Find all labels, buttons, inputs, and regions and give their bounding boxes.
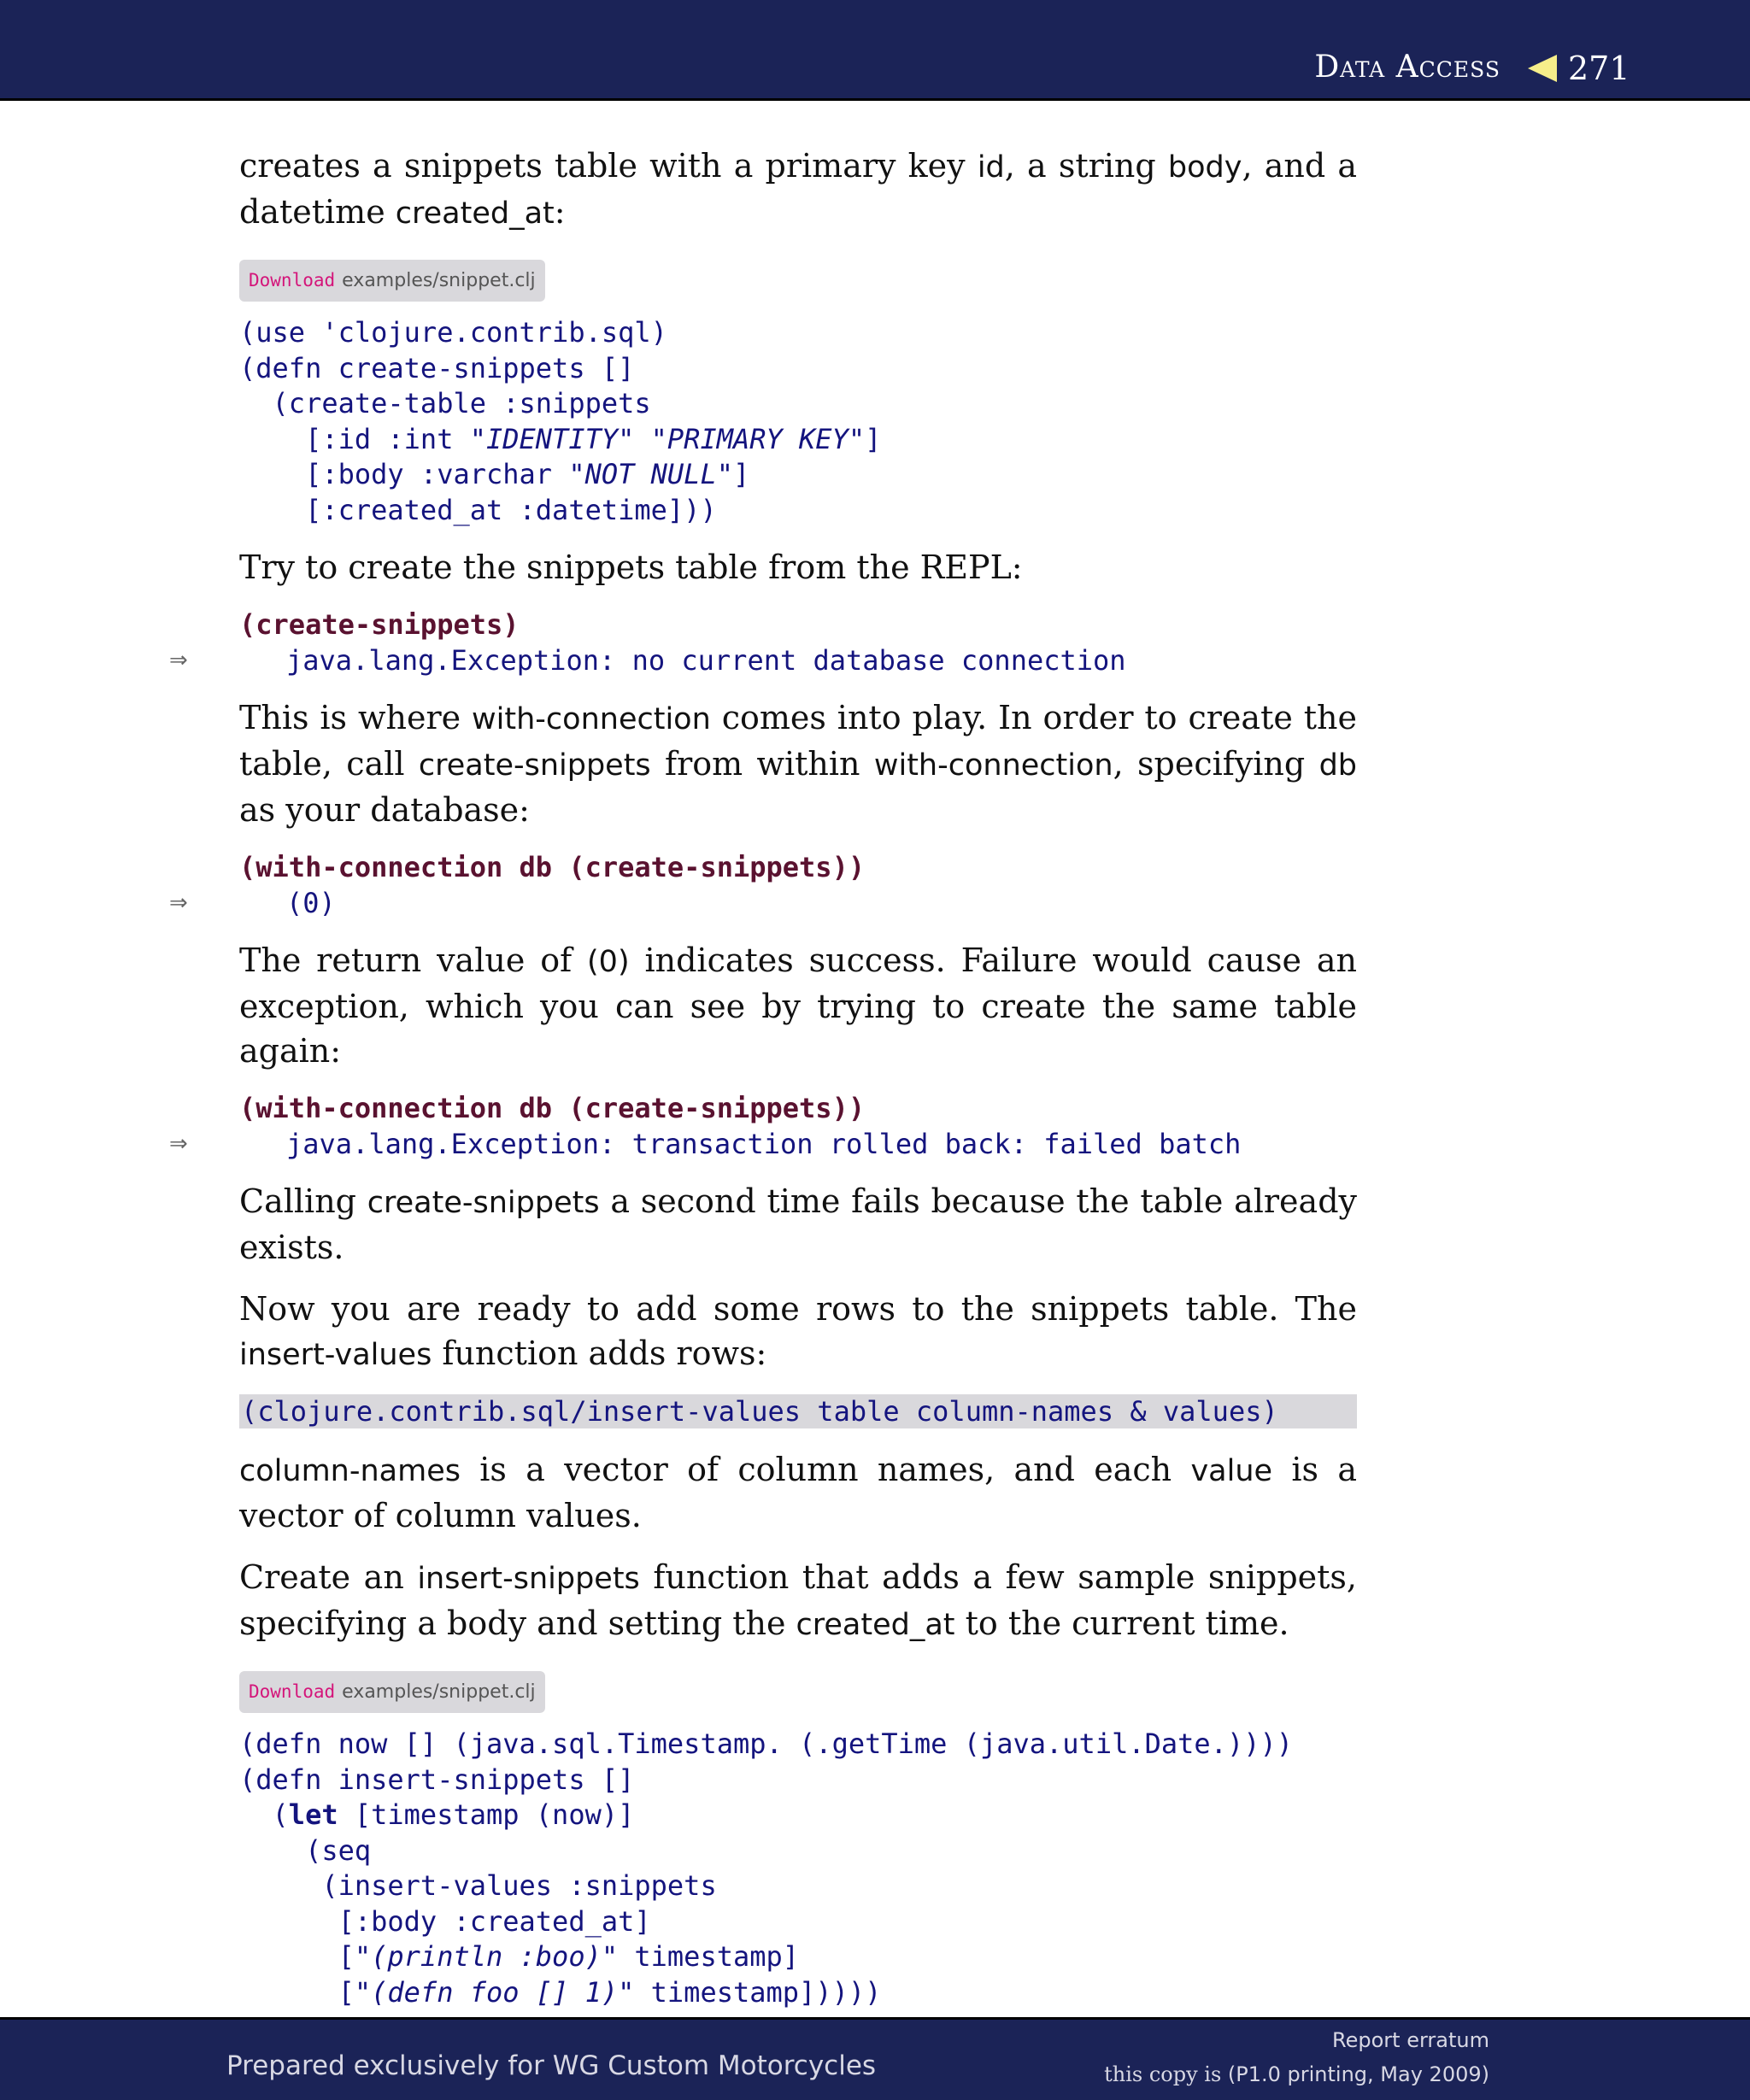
repl-output: ⇒ (0) bbox=[169, 887, 336, 919]
page-content bbox=[169, 144, 1357, 2027]
page-number: 271 bbox=[1568, 50, 1630, 87]
back-arrow-icon[interactable] bbox=[1528, 55, 1557, 82]
download-label: Download bbox=[249, 270, 336, 290]
paragraph-1: creates a snippets table with a primary key id, a string body, and a datetime created_at: bbox=[239, 147, 1357, 231]
prepared-for-text: Prepared exclusively for WG Custom Motorcycles bbox=[226, 2050, 877, 2081]
repl-input: (with-connection db (create-snippets)) bbox=[239, 851, 866, 883]
repl-example-3 bbox=[169, 1090, 1357, 1162]
paragraph-8: Create an insert-snippets function that adds a few sample snippets, specifying a body and setting the created_at to the current time. bbox=[239, 1558, 1357, 1642]
repl-example-2 bbox=[169, 849, 1357, 921]
result-arrow-icon: ⇒ bbox=[169, 890, 188, 916]
paragraph-3: This is where with-connection comes into play. In order to create the table, call create-snippets from within with-connection, specifying db as your database: bbox=[239, 699, 1357, 829]
download-link-2[interactable] bbox=[239, 1671, 545, 1713]
code-block-create-snippets: (use 'clojure.contrib.sql) (defn create-snippets [] (create-table :snippets [:id :int "IDENTITY" "PRIMARY KEY"] [:body :varchar "NOT NULL"] [:created_at :datetime])) bbox=[239, 316, 882, 526]
footer-bar bbox=[0, 2017, 1750, 2100]
download-path: examples/snippet.clj bbox=[342, 270, 536, 291]
copy-info: this copy is (P1.0 printing, May 2009) bbox=[1104, 2062, 1489, 2086]
repl-input: (with-connection db (create-snippets)) bbox=[239, 1092, 866, 1124]
report-erratum-link[interactable]: Report erratum bbox=[1332, 2028, 1489, 2052]
code-block-insert-snippets: (defn now [] (java.sql.Timestamp. (.getTime (java.util.Date.)))) (defn insert-snippets [] (let [timestamp (now)] (seq (insert-values :snippets [:body :created_at] ["(println :boo)" timestamp] ["(defn foo [] 1)" timestamp])))) bbox=[239, 1728, 1293, 2009]
paragraph-4: The return value of (0) indicates success. Failure would cause an exception, which you can see by trying to create the same table again: bbox=[239, 941, 1357, 1070]
paragraph-5: Calling create-snippets a second time fails because the table already exists. bbox=[239, 1182, 1357, 1266]
result-arrow-icon: ⇒ bbox=[169, 648, 188, 673]
repl-input: (create-snippets) bbox=[239, 608, 520, 641]
result-arrow-icon: ⇒ bbox=[169, 1131, 188, 1157]
download-path: examples/snippet.clj bbox=[342, 1681, 536, 1703]
repl-output: ⇒ java.lang.Exception: transaction rolled back: failed batch bbox=[169, 1128, 1242, 1160]
repl-example-1 bbox=[169, 607, 1357, 678]
download-label: Download bbox=[249, 1681, 336, 1702]
header-bar bbox=[0, 0, 1750, 101]
section-title: Data Access bbox=[1314, 50, 1500, 85]
paragraph-7: column-names is a vector of column names, and each value is a vector of column values. bbox=[239, 1451, 1357, 1534]
download-link-1[interactable] bbox=[239, 260, 545, 302]
function-signature: (clojure.contrib.sql/insert-values table column-names & values) bbox=[239, 1394, 1357, 1428]
paragraph-2: Try to create the snippets table from the REPL: bbox=[239, 548, 1023, 586]
repl-output: ⇒ java.lang.Exception: no current database connection bbox=[169, 644, 1126, 677]
paragraph-6: Now you are ready to add some rows to the snippets table. The insert-values function adds rows: bbox=[239, 1290, 1357, 1372]
